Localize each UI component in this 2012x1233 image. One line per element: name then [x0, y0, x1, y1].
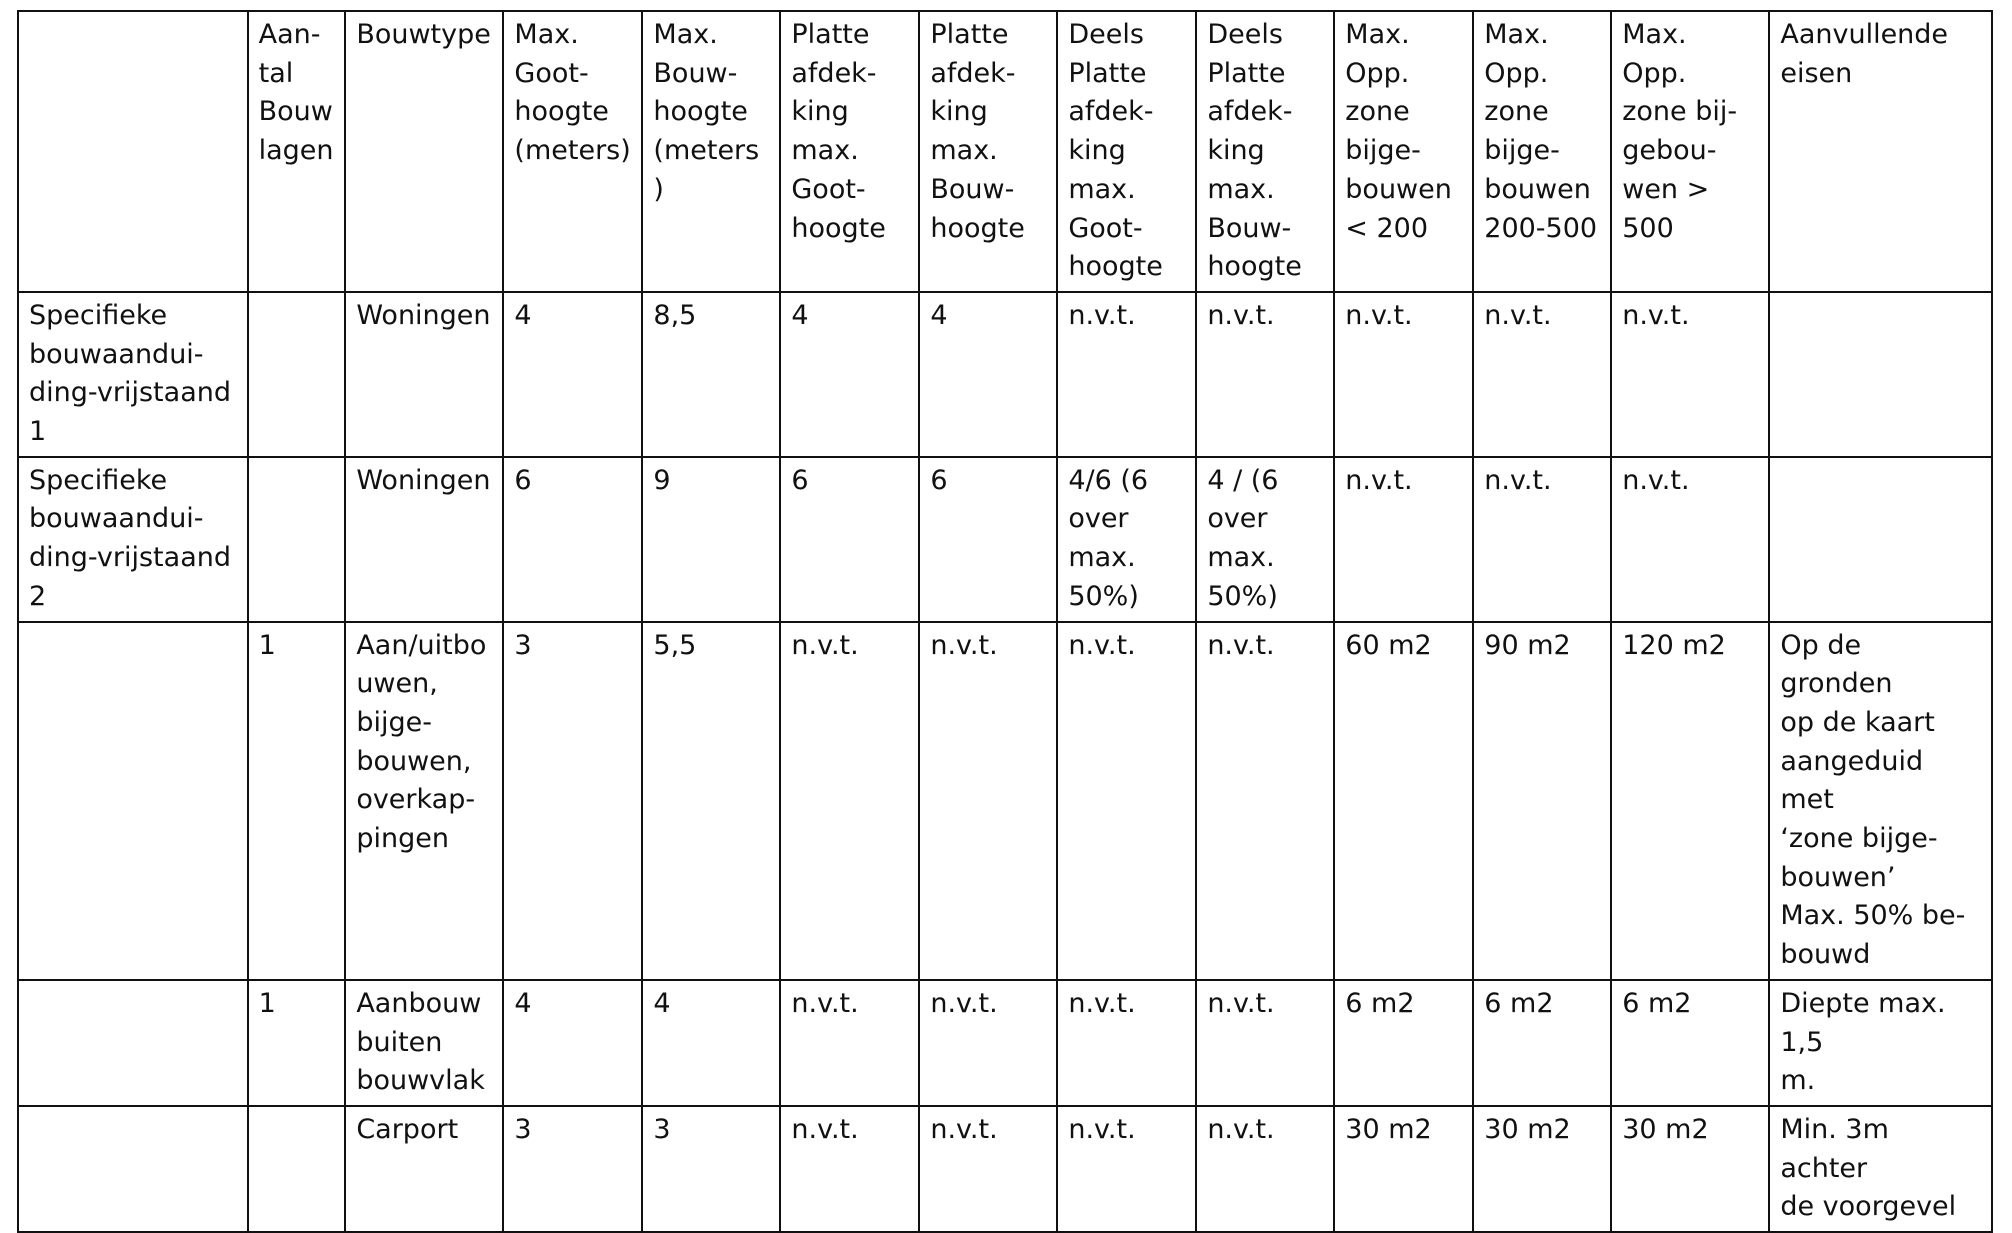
table-cell: [642, 292, 780, 457]
table-cell: [642, 980, 780, 1106]
table-cell-text: 120 m2: [1622, 629, 1726, 661]
header-cell: [248, 11, 346, 292]
table-cell-text: 8,5: [653, 299, 697, 331]
table-cell-text: 6: [791, 464, 809, 496]
table-cell-text: Woningen: [356, 299, 491, 331]
table-cell: [503, 292, 642, 457]
table-cell-text: n.v.t.: [1345, 464, 1413, 496]
table-cell: [345, 980, 503, 1106]
table-cell: [780, 622, 919, 980]
table-row: [18, 980, 1992, 1106]
table-cell-text: 90 m2: [1484, 629, 1571, 661]
table-cell-text: 30 m2: [1622, 1113, 1709, 1145]
table-cell-text: n.v.t.: [1068, 1113, 1136, 1145]
table-cell-text: 4: [653, 987, 671, 1019]
table-cell-text: n.v.t.: [791, 1113, 859, 1145]
table-cell-text: Carport: [356, 1113, 459, 1145]
table-cell: [1057, 622, 1196, 980]
header-cell-text: Max. Opp. zone bijge- bouwen < 200: [1345, 19, 1452, 244]
table-cell-text: 5,5: [653, 629, 697, 661]
table-cell-text: 1: [258, 987, 276, 1019]
table-cell: [1196, 292, 1334, 457]
table-body: [18, 292, 1992, 1232]
table-cell: [1611, 457, 1769, 622]
table-cell-text: n.v.t.: [1622, 464, 1690, 496]
header-cell-text: Bouwtype: [356, 19, 491, 50]
table-cell: [1334, 292, 1473, 457]
header-cell: [780, 11, 919, 292]
table-cell: [345, 1106, 503, 1232]
header-cell-text: Max. Opp. zone bij- gebou- wen > 500: [1622, 19, 1738, 244]
table-cell: [780, 1106, 919, 1232]
table-cell-text: n.v.t.: [1207, 299, 1275, 331]
table-cell: [1769, 980, 1992, 1106]
table-cell-text: n.v.t.: [1068, 299, 1136, 331]
table-cell: [642, 1106, 780, 1232]
table-cell-text: 1: [258, 629, 276, 661]
table-cell: [345, 457, 503, 622]
table-row: [18, 1106, 1992, 1232]
table-cell-text: 3: [653, 1113, 671, 1145]
header-cell-text: Deels Platte afdek- king max. Bouw- hoogte: [1207, 19, 1302, 283]
header-cell-text: Deels Platte afdek- king max. Goot- hoogte: [1068, 19, 1163, 283]
table-cell: [1611, 1106, 1769, 1232]
table-cell-text: n.v.t.: [930, 629, 998, 661]
table-cell-text: n.v.t.: [791, 629, 859, 661]
table-cell: [1473, 292, 1611, 457]
table-cell-text: 6: [514, 464, 532, 496]
table-cell: [248, 1106, 346, 1232]
header-cell: [18, 11, 248, 292]
table-cell-text: 4 / (6 over max. 50%): [1207, 464, 1279, 612]
table-header-row: [18, 11, 1992, 292]
building-requirements-table: [17, 10, 1993, 1233]
table-cell: [1196, 1106, 1334, 1232]
table-cell: [1611, 622, 1769, 980]
table-cell-text: 4: [791, 299, 809, 331]
header-cell: [1473, 11, 1611, 292]
header-cell: [1334, 11, 1473, 292]
table-cell-text: 4: [930, 299, 948, 331]
table-cell-text: n.v.t.: [1068, 629, 1136, 661]
table-cell: [1196, 622, 1334, 980]
table-cell: [919, 292, 1057, 457]
table-cell-text: n.v.t.: [1207, 1113, 1275, 1145]
table-cell: [1473, 622, 1611, 980]
table-cell: [1769, 292, 1992, 457]
table-cell-text: n.v.t.: [1207, 987, 1275, 1019]
table-cell: [18, 457, 248, 622]
table-cell-text: Aanbouw buiten bouwvlak: [356, 987, 485, 1097]
table-row: [18, 292, 1992, 457]
table-cell-text: n.v.t.: [1622, 299, 1690, 331]
table-cell: [18, 980, 248, 1106]
header-cell-text: Platte afdek- king max. Goot- hoogte: [791, 19, 886, 244]
header-cell-text: Max. Opp. zone bijge- bouwen 200-500: [1484, 19, 1598, 244]
table-cell: [503, 1106, 642, 1232]
table-cell: [248, 980, 346, 1106]
header-cell: [503, 11, 642, 292]
table-cell-text: 6 m2: [1484, 987, 1554, 1019]
header-cell-text: Max. Bouw- hoogte (meters): [653, 19, 760, 205]
table-cell: [1769, 1106, 1992, 1232]
table-cell-text: 9: [653, 464, 671, 496]
table-cell: [248, 622, 346, 980]
table-cell: [503, 622, 642, 980]
table-cell: [1334, 457, 1473, 622]
table-cell: [248, 292, 346, 457]
table-cell: [1334, 980, 1473, 1106]
table-cell: [1196, 457, 1334, 622]
header-cell: [1611, 11, 1769, 292]
table-cell-text: 6: [930, 464, 948, 496]
table-cell: [1057, 457, 1196, 622]
table-cell-text: 3: [514, 1113, 532, 1145]
table-cell: [1473, 1106, 1611, 1232]
table-cell-text: n.v.t.: [1484, 299, 1552, 331]
header-cell: [1196, 11, 1334, 292]
table-cell: [919, 980, 1057, 1106]
table-cell: [503, 457, 642, 622]
table-cell-text: 4/6 (6 over max. 50%): [1068, 464, 1149, 612]
table-cell: [780, 980, 919, 1106]
table-cell: [248, 457, 346, 622]
table-cell: [18, 622, 248, 980]
table-cell-text: 6 m2: [1622, 987, 1692, 1019]
table-cell-text: Min. 3m achter de voorgevel: [1780, 1113, 1957, 1223]
table-row: [18, 622, 1992, 980]
header-cell-text: Platte afdek- king max. Bouw- hoogte: [930, 19, 1025, 244]
table-cell: [919, 622, 1057, 980]
table-cell-text: n.v.t.: [791, 987, 859, 1019]
table-cell-text: 4: [514, 299, 532, 331]
table-cell-text: Specifieke bouwaandui- ding-vrijstaand 1: [29, 299, 231, 448]
table-cell: [1769, 622, 1992, 980]
header-cell: [1769, 11, 1992, 292]
table-cell: [1611, 980, 1769, 1106]
table-cell-text: n.v.t.: [930, 1113, 998, 1145]
header-cell-text: Aan- tal Bouw lagen: [258, 19, 334, 167]
table-cell-text: Diepte max. 1,5 m.: [1780, 987, 1946, 1097]
table-cell: [919, 457, 1057, 622]
header-cell-text: Max. Goot- hoogte (meters): [514, 19, 631, 167]
header-cell: [345, 11, 503, 292]
table-cell: [780, 292, 919, 457]
header-cell: [642, 11, 780, 292]
table-cell: [18, 292, 248, 457]
table-row: [18, 457, 1992, 622]
table-cell-text: 6 m2: [1345, 987, 1415, 1019]
table-cell: [1196, 980, 1334, 1106]
table-cell: [642, 622, 780, 980]
header-cell: [1057, 11, 1196, 292]
table-cell-text: Specifieke bouwaandui- ding-vrijstaand 2: [29, 464, 231, 612]
header-cell-text: Aanvullende eisen: [1780, 19, 1949, 89]
table-cell: [1334, 1106, 1473, 1232]
table-cell-text: 4: [514, 987, 532, 1019]
table-cell-text: 30 m2: [1345, 1113, 1432, 1145]
table-cell-text: n.v.t.: [930, 987, 998, 1019]
table-cell: [1334, 622, 1473, 980]
table-cell: [642, 457, 780, 622]
table-cell: [1057, 292, 1196, 457]
table-cell-text: n.v.t.: [1484, 464, 1552, 496]
table-cell: [919, 1106, 1057, 1232]
table-cell-text: n.v.t.: [1345, 299, 1413, 331]
table-cell-text: 3: [514, 629, 532, 661]
table-cell: [1473, 457, 1611, 622]
table-cell: [345, 622, 503, 980]
table-cell-text: 60 m2: [1345, 629, 1432, 661]
table-cell: [1611, 292, 1769, 457]
table-cell: [1473, 980, 1611, 1106]
table-cell: [780, 457, 919, 622]
table-cell-text: n.v.t.: [1207, 629, 1275, 661]
table-cell: [1057, 980, 1196, 1106]
table-cell-text: Aan/uitbo uwen, bijge- bouwen, overkap- pingen: [356, 629, 487, 855]
header-cell: [919, 11, 1057, 292]
table-cell-text: Op de gronden op de kaart aangeduid met ‘zone bijge- bouwen’ Max. 50% be- bouwd: [1780, 629, 1966, 971]
table-cell-text: Woningen: [356, 464, 491, 496]
table-cell-text: 30 m2: [1484, 1113, 1571, 1145]
table-cell: [1057, 1106, 1196, 1232]
table-cell: [18, 1106, 248, 1232]
table-cell: [345, 292, 503, 457]
table-cell: [1769, 457, 1992, 622]
table-cell: [503, 980, 642, 1106]
table-cell-text: n.v.t.: [1068, 987, 1136, 1019]
